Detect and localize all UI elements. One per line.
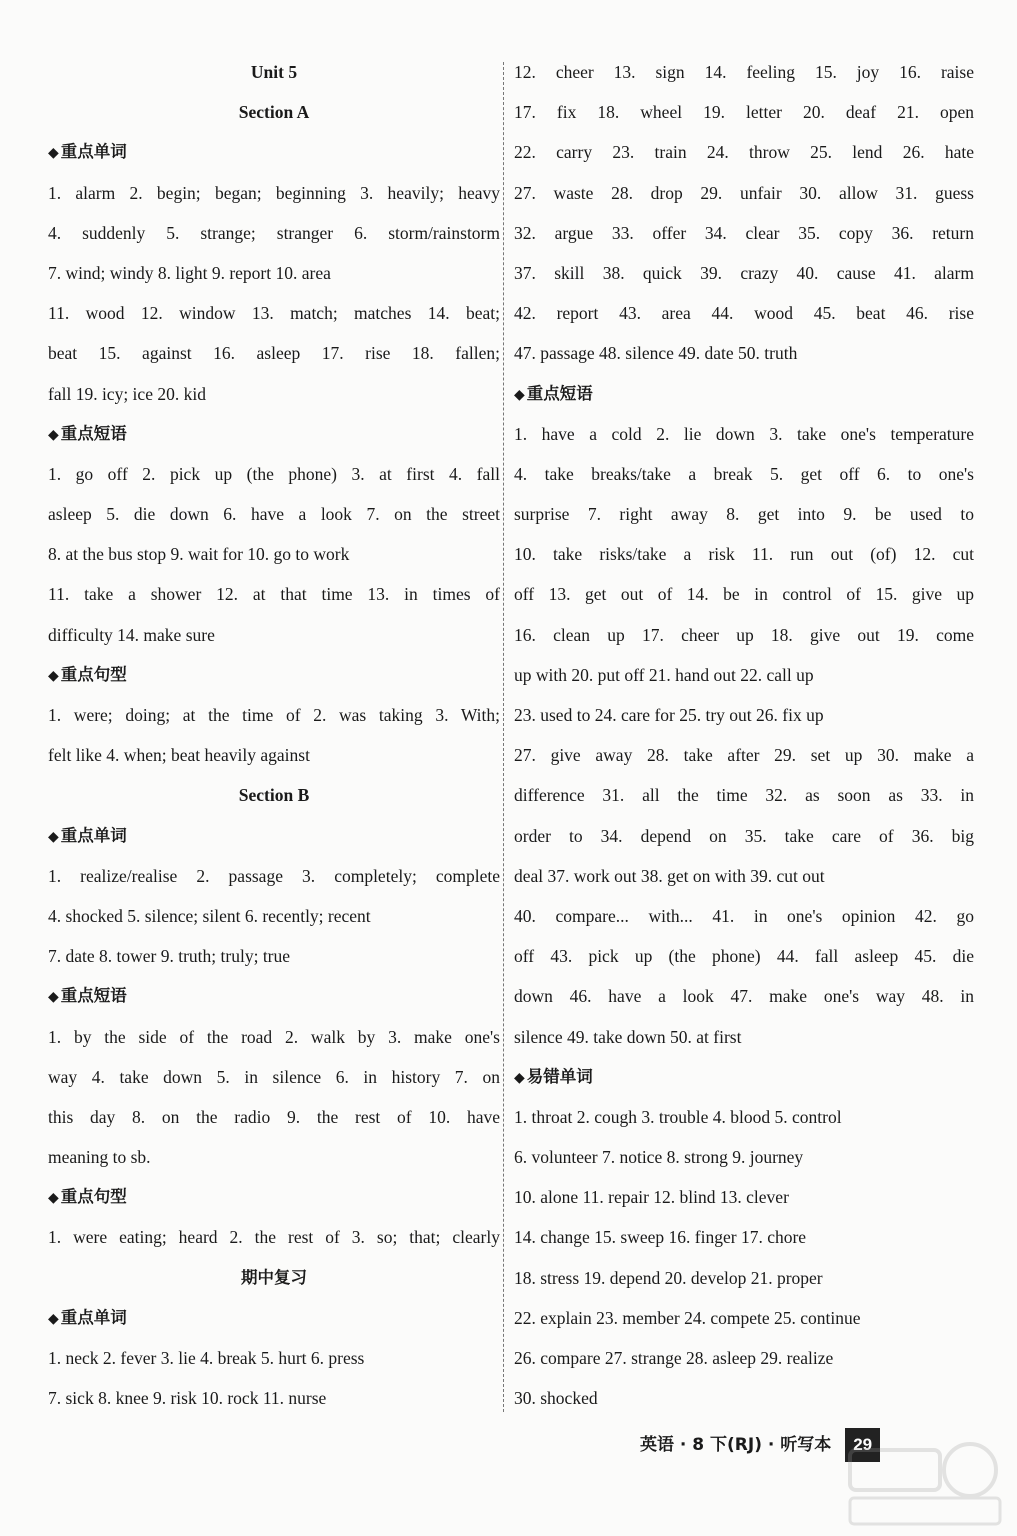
text-line: 22. explain 23. member 24. compete 25. continue	[514, 1307, 861, 1328]
diamond-bullet-icon: ◆	[514, 1069, 525, 1086]
column-divider	[503, 62, 504, 1412]
text-line: silence 49. take down 50. at first	[514, 1026, 742, 1047]
text-line: 26. compare 27. strange 28. asleep 29. realize	[514, 1348, 834, 1368]
text-line: 6. volunteer 7. notice 8. strong 9. journey	[514, 1147, 804, 1168]
text-line: 32. argue 33. offer 34. clear 35. copy 36. return	[514, 222, 974, 243]
text-line: this day 8. on the radio 9. the rest of 10. have	[48, 1106, 500, 1127]
text-line: 1. throat 2. cough 3. trouble 4. blood 5. control	[514, 1106, 842, 1127]
text-line: 47. passage 48. silence 49. date 50. truth	[514, 343, 798, 364]
heading-key-phrases: ◆ 重点短语	[48, 423, 127, 443]
text-line: 7. wind; windy 8. light 9. report 10. area	[48, 262, 331, 283]
text-line: 18. stress 19. depend 20. develop 21. proper	[514, 1267, 823, 1288]
text-line: 27. give away 28. take after 29. set up 30. make a	[514, 745, 974, 766]
text-line: 8. at the bus stop 9. wait for 10. go to work	[48, 544, 350, 565]
text-line: meaning to sb.	[48, 1147, 151, 1168]
text-line: 1. neck 2. fever 3. lie 4. break 5. hurt 6. press	[48, 1348, 365, 1368]
diamond-bullet-icon: ◆	[48, 1190, 59, 1207]
text-line: 11. take a shower 12. at that time 13. in times of	[48, 584, 500, 605]
text-line: order to 34. depend on 35. take care of 36. big	[514, 825, 974, 846]
text-line: 37. skill 38. quick 39. crazy 40. cause 41. alarm	[514, 262, 974, 283]
heading-key-sentences: ◆ 重点句型	[48, 664, 127, 684]
text-line: 1. alarm 2. begin; began; beginning 3. heavily; heavy	[48, 182, 500, 203]
text-line: difficulty 14. make sure	[48, 624, 215, 645]
text-line: asleep 5. die down 6. have a look 7. on the street	[48, 504, 500, 525]
text-line: 1. by the side of the road 2. walk by 3. make one's	[48, 1026, 500, 1047]
watermark-logo	[840, 1440, 1010, 1530]
text-line: way 4. take down 5. in silence 6. in history 7. on	[48, 1066, 500, 1087]
text-line: off 43. pick up (the phone) 44. fall asleep 45. die	[514, 946, 974, 967]
text-line: 23. used to 24. care for 25. try out 26. fix up	[514, 705, 824, 725]
book-title: 英语 · 8 下(RJ) · 听写本	[640, 1435, 832, 1455]
text-line: 10. alone 11. repair 12. blind 13. clever	[514, 1187, 789, 1208]
diamond-bullet-icon: ◆	[48, 1310, 59, 1327]
heading-key-sentences: ◆ 重点句型	[48, 1187, 127, 1207]
text-line: off 13. get out of 14. be in control of 15. give up	[514, 584, 974, 605]
text-line: 16. clean up 17. cheer up 18. give out 19. come	[514, 624, 974, 645]
text-line: fall 19. icy; ice 20. kid	[48, 383, 206, 404]
text-line: beat 15. against 16. asleep 17. rise 18. fallen;	[48, 343, 500, 364]
text-line: up with 20. put off 21. hand out 22. call up	[514, 664, 814, 685]
text-line: difference 31. all the time 32. as soon as 33. in	[514, 785, 974, 806]
text-line: 1. were eating; heard 2. the rest of 3. so; that; clearly	[48, 1227, 500, 1248]
text-line: 17. fix 18. wheel 19. letter 20. deaf 21. open	[514, 102, 974, 123]
text-line: down 46. have a look 47. make one's way 48. in	[514, 986, 974, 1007]
diamond-bullet-icon: ◆	[48, 426, 59, 443]
text-line: 4. suddenly 5. strange; stranger 6. storm/rainstorm	[48, 222, 500, 243]
diamond-bullet-icon: ◆	[48, 989, 59, 1006]
text-line: 10. take risks/take a risk 11. run out (of) 12. cut	[514, 544, 974, 565]
text-line: 27. waste 28. drop 29. unfair 30. allow 31. guess	[514, 182, 974, 203]
text-line: 1. realize/realise 2. passage 3. completely; complete	[48, 865, 500, 886]
text-line: 11. wood 12. window 13. match; matches 14. beat;	[48, 303, 500, 324]
text-line: surprise 7. right away 8. get into 9. be used to	[514, 504, 974, 525]
section-b-title: Section B	[238, 785, 310, 806]
text-line: deal 37. work out 38. get on with 39. cut out	[514, 865, 825, 886]
section-a-title: Section A	[238, 102, 310, 123]
heading-key-phrases: ◆ 重点短语	[514, 383, 593, 403]
heading-key-words: ◆ 重点单词	[48, 825, 127, 845]
text-line: 12. cheer 13. sign 14. feeling 15. joy 16. raise	[514, 62, 974, 82]
text-line: 1. were; doing; at the time of 2. was taking 3. With;	[48, 705, 500, 725]
page-number: 29	[845, 1428, 880, 1462]
text-line: 7. sick 8. knee 9. risk 10. rock 11. nurse	[48, 1388, 327, 1409]
text-line: 22. carry 23. train 24. throw 25. lend 26. hate	[514, 142, 974, 163]
midterm-review-title: 期中复习	[241, 1267, 307, 1287]
text-line: 7. date 8. tower 9. truth; truly; true	[48, 946, 291, 967]
heading-confusing-words: ◆ 易错单词	[514, 1066, 593, 1086]
text-line: 1. have a cold 2. lie down 3. take one's temperature	[514, 423, 974, 444]
diamond-bullet-icon: ◆	[48, 667, 59, 684]
text-line: felt like 4. when; beat heavily against	[48, 745, 310, 766]
heading-key-phrases: ◆ 重点短语	[48, 986, 127, 1006]
right-column	[514, 52, 974, 1418]
text-line: 4. shocked 5. silence; silent 6. recently; recent	[48, 905, 371, 926]
text-line: 30. shocked	[514, 1388, 598, 1409]
text-line: 14. change 15. sweep 16. finger 17. chore	[514, 1227, 807, 1248]
heading-key-words: ◆ 重点单词	[48, 142, 127, 162]
unit-title: Unit 5	[250, 62, 298, 82]
diamond-bullet-icon: ◆	[48, 828, 59, 845]
heading-key-words: ◆ 重点单词	[48, 1307, 127, 1327]
text-line: 4. take breaks/take a break 5. get off 6. to one's	[514, 463, 974, 484]
text-line: 40. compare... with... 41. in one's opinion 42. go	[514, 905, 974, 926]
text-line: 42. report 43. area 44. wood 45. beat 46. rise	[514, 303, 974, 324]
left-column	[48, 52, 500, 1418]
text-line: 1. go off 2. pick up (the phone) 3. at first 4. fall	[48, 463, 500, 484]
diamond-bullet-icon: ◆	[514, 386, 525, 403]
diamond-bullet-icon: ◆	[48, 145, 59, 162]
